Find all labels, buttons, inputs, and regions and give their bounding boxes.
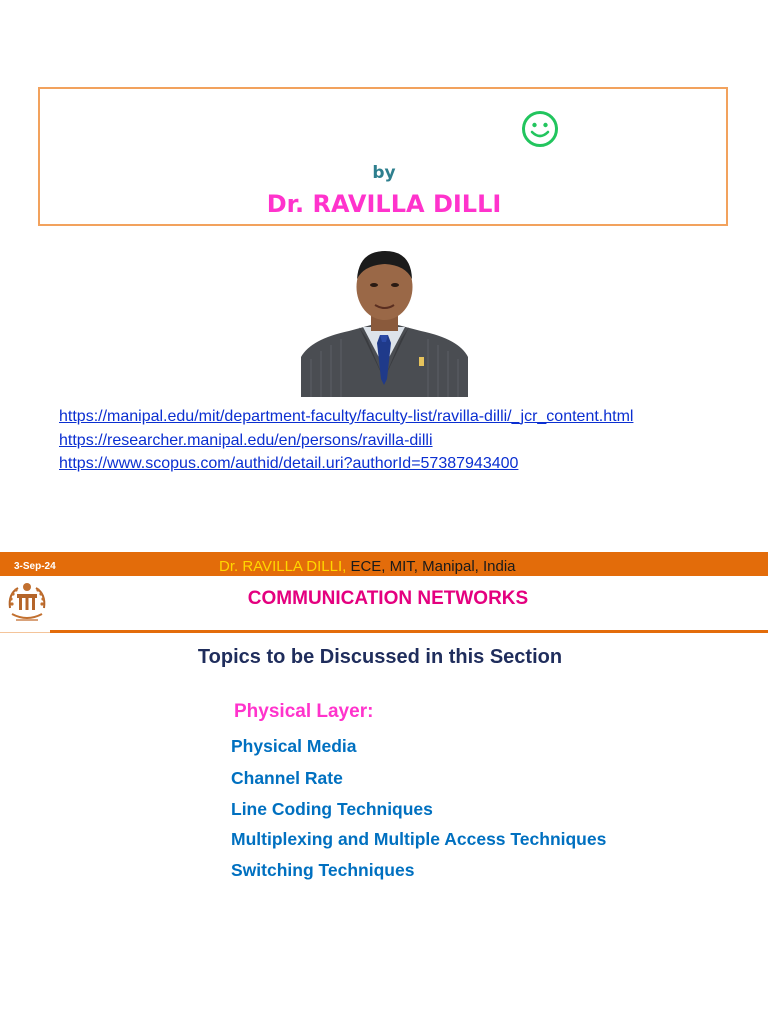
footer-author-name: Dr. RAVILLA DILLI,	[219, 558, 347, 575]
topic-item: Switching Techniques	[231, 860, 415, 880]
course-title: COMMUNICATION NETWORKS	[247, 588, 529, 609]
footer-credit	[219, 558, 516, 575]
footer-affiliation: ECE, MIT, Manipal, India	[346, 558, 516, 575]
faculty-profile-link[interactable]: https://manipal.edu/mit/department-faculty/faculty-list/ravilla-dilli/_jcr_content.html	[59, 408, 634, 425]
researcher-profile-link[interactable]: https://researcher.manipal.edu/en/persons/ravilla-dilli	[59, 432, 433, 449]
scopus-profile-link[interactable]: https://www.scopus.com/authid/detail.uri?authorId=57387943400	[59, 455, 519, 472]
layer-heading: Physical Layer:	[234, 701, 374, 722]
smiley-face-icon	[521, 110, 559, 148]
header-divider	[50, 630, 768, 633]
by-label: by	[372, 163, 396, 183]
section-heading: Topics to be Discussed in this Section	[197, 646, 563, 668]
slide-date: 3-Sep-24	[14, 561, 56, 572]
portrait-photo	[301, 239, 468, 397]
topic-item: Channel Rate	[231, 768, 343, 788]
topic-item: Multiplexing and Multiple Access Techniques	[231, 829, 607, 849]
topic-item: Physical Media	[231, 736, 357, 756]
author-name: Dr. RAVILLA DILLI	[266, 190, 502, 218]
topic-item: Line Coding Techniques	[231, 799, 433, 819]
